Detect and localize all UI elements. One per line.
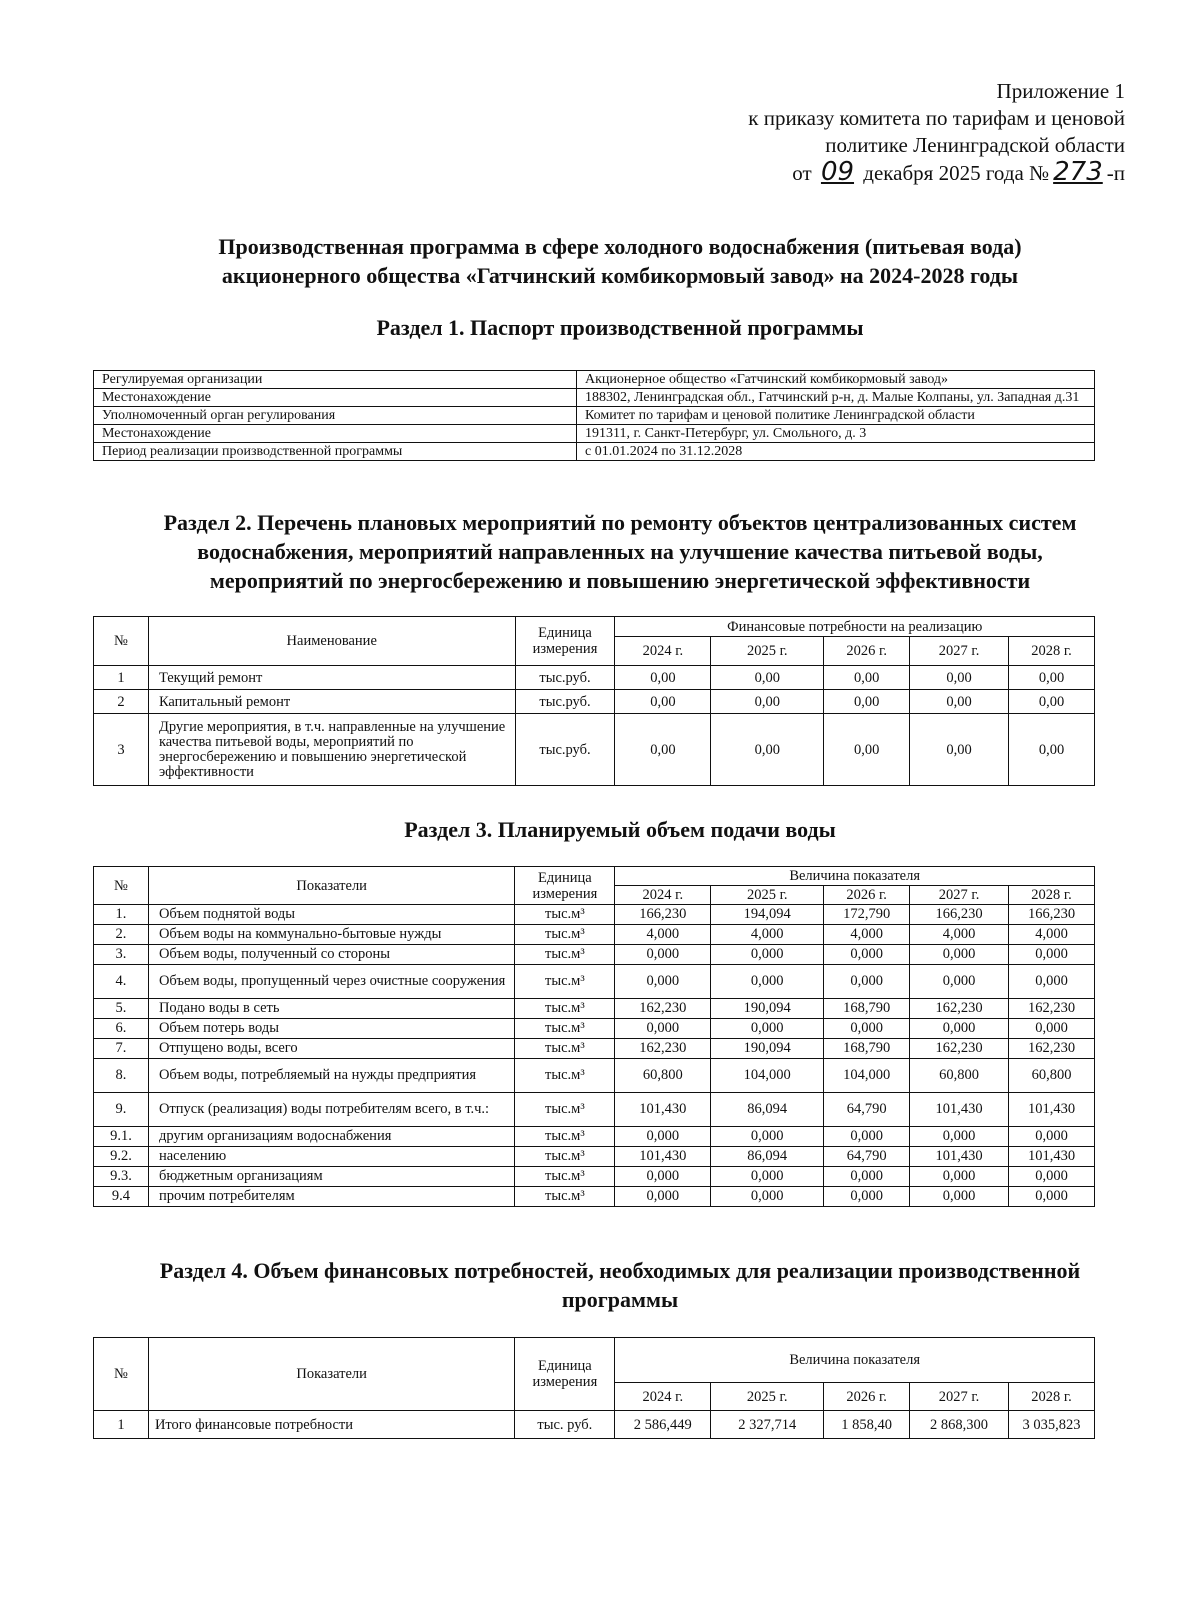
table-row: 4. Объем воды, пропущенный через очистные сооружения тыс.м³ 0,000 0,000 0,000 0,000 0,000 — [94, 965, 1095, 999]
col-header-group: Финансовые потребности на реализацию — [615, 617, 1095, 637]
col-header-name: Показатели — [148, 1338, 514, 1411]
col-header-year: 2026 г. — [824, 637, 910, 666]
table-row: 7. Отпущено воды, всего тыс.м³ 162,230 190,094 168,790 162,230 162,230 — [94, 1039, 1095, 1059]
col-header-year: 2024 г. — [615, 637, 711, 666]
order-reference-block — [655, 78, 1125, 187]
section1-heading: Раздел 1. Паспорт производственной программы — [376, 315, 864, 340]
col-header-year: 2025 г. — [711, 1383, 824, 1411]
order-date-line — [655, 159, 1125, 187]
col-header-no: № — [94, 1338, 149, 1411]
section2-heading: Раздел 2. Перечень плановых мероприятий по ремонту объектов централизованных систем водоснабжения, мероприятий направленных на улучшение качества питьевой воды, мероприятий по энергосбережению и повышению энергетической эффективности — [163, 510, 1077, 593]
col-header-year: 2027 г. — [910, 1383, 1009, 1411]
financial-needs-table — [93, 1337, 1095, 1439]
col-header-group: Величина показателя — [615, 1338, 1095, 1383]
section3-heading: Раздел 3. Планируемый объем подачи воды — [404, 817, 836, 842]
col-header-no: № — [94, 867, 149, 905]
table-row: 9.1. другим организациям водоснабжения тыс.м³ 0,000 0,000 0,000 0,000 0,000 — [94, 1127, 1095, 1147]
col-header-year: 2024 г. — [615, 886, 711, 905]
table-row: 6. Объем потерь воды тыс.м³ 0,000 0,000 0,000 0,000 0,000 — [94, 1019, 1095, 1039]
table-row: 9. Отпуск (реализация) воды потребителям всего, в т.ч.: тыс.м³ 101,430 86,094 64,790 101,430 101,430 — [94, 1093, 1095, 1127]
col-header-year: 2028 г. — [1009, 1383, 1095, 1411]
col-header-name: Наименование — [148, 617, 515, 666]
order-number: 273 — [1053, 157, 1103, 187]
table-row: Уполномоченный орган регулирования Комитет по тарифам и ценовой политике Ленинградской области — [94, 407, 1095, 425]
table-row: Регулируемая организации Акционерное общество «Гатчинский комбикормовый завод» — [94, 371, 1095, 389]
measures-table — [93, 616, 1095, 786]
col-header-unit: Единица измерения — [515, 1338, 615, 1411]
table-row: 9.3. бюджетным организациям тыс.м³ 0,000 0,000 0,000 0,000 0,000 — [94, 1167, 1095, 1187]
table-row: 9.2. населению тыс.м³ 101,430 86,094 64,790 101,430 101,430 — [94, 1147, 1095, 1167]
table-row: 1 Текущий ремонт тыс.руб. 0,00 0,00 0,00 0,00 0,00 — [94, 666, 1095, 690]
order-reference-line: политике Ленинградской области — [825, 133, 1125, 157]
table-row: Местонахождение 188302, Ленинградская обл., Гатчинский р-н, д. Малые Колпаны, ул. Западная д.31 — [94, 389, 1095, 407]
col-header-group: Величина показателя — [615, 867, 1095, 886]
table-row: 2 Капитальный ремонт тыс.руб. 0,00 0,00 0,00 0,00 0,00 — [94, 690, 1095, 714]
col-header-year: 2028 г. — [1009, 637, 1095, 666]
col-header-year: 2027 г. — [910, 886, 1009, 905]
appendix-label: Приложение 1 — [996, 79, 1125, 103]
col-header-name: Показатели — [148, 867, 514, 905]
table-row: 1. Объем поднятой воды тыс.м³ 166,230 194,094 172,790 166,230 166,230 — [94, 905, 1095, 925]
table-row: 2. Объем воды на коммунально-бытовые нужды тыс.м³ 4,000 4,000 4,000 4,000 4,000 — [94, 925, 1095, 945]
table-row: 3. Объем воды, полученный со стороны тыс.м³ 0,000 0,000 0,000 0,000 0,000 — [94, 945, 1095, 965]
water-volume-table — [93, 866, 1095, 1207]
col-header-unit: Единица измерения — [515, 617, 615, 666]
col-header-year: 2026 г. — [824, 1383, 910, 1411]
table-row: Период реализации производственной программы с 01.01.2024 по 31.12.2028 — [94, 443, 1095, 461]
table-row: 1 Итого финансовые потребности тыс. руб. 2 586,449 2 327,714 1 858,40 2 868,300 3 035,823 — [94, 1411, 1095, 1439]
passport-table — [93, 370, 1095, 461]
section4-heading: Раздел 4. Объем финансовых потребностей, необходимых для реализации производственной программы — [159, 1258, 1081, 1312]
document-title: Производственная программа в сфере холодного водоснабжения (питьевая вода) акционерного общества «Гатчинский комбикормовый завод» на 2024-2028 годы — [218, 234, 1022, 288]
date-prefix: от — [792, 161, 812, 185]
col-header-year: 2025 г. — [711, 637, 824, 666]
col-header-year: 2028 г. — [1009, 886, 1095, 905]
order-reference-line: к приказу комитета по тарифам и ценовой — [748, 106, 1125, 130]
table-row: Местонахождение 191311, г. Санкт-Петербург, ул. Смольного, д. 3 — [94, 425, 1095, 443]
table-row: 9.4 прочим потребителям тыс.м³ 0,000 0,000 0,000 0,000 0,000 — [94, 1187, 1095, 1207]
date-day: 09 — [820, 157, 855, 187]
table-row: 5. Подано воды в сеть тыс.м³ 162,230 190,094 168,790 162,230 162,230 — [94, 999, 1095, 1019]
table-row: 3 Другие мероприятия, в т.ч. направленные на улучшение качества питьевой воды, мероприятий по энергосбережению и повышению энергетической эффективности тыс.руб. 0,00 0,00 0,00 0,00 0,00 — [94, 714, 1095, 786]
table-row: 8. Объем воды, потребляемый на нужды предприятия тыс.м³ 60,800 104,000 104,000 60,800 60,800 — [94, 1059, 1095, 1093]
col-header-year: 2026 г. — [824, 886, 910, 905]
col-header-year: 2027 г. — [910, 637, 1009, 666]
order-suffix: -п — [1106, 161, 1125, 185]
col-header-year: 2024 г. — [615, 1383, 711, 1411]
date-rest: декабря 2025 года № — [863, 161, 1050, 185]
col-header-no: № — [94, 617, 149, 666]
col-header-unit: Единица измерения — [515, 867, 615, 905]
col-header-year: 2025 г. — [711, 886, 824, 905]
